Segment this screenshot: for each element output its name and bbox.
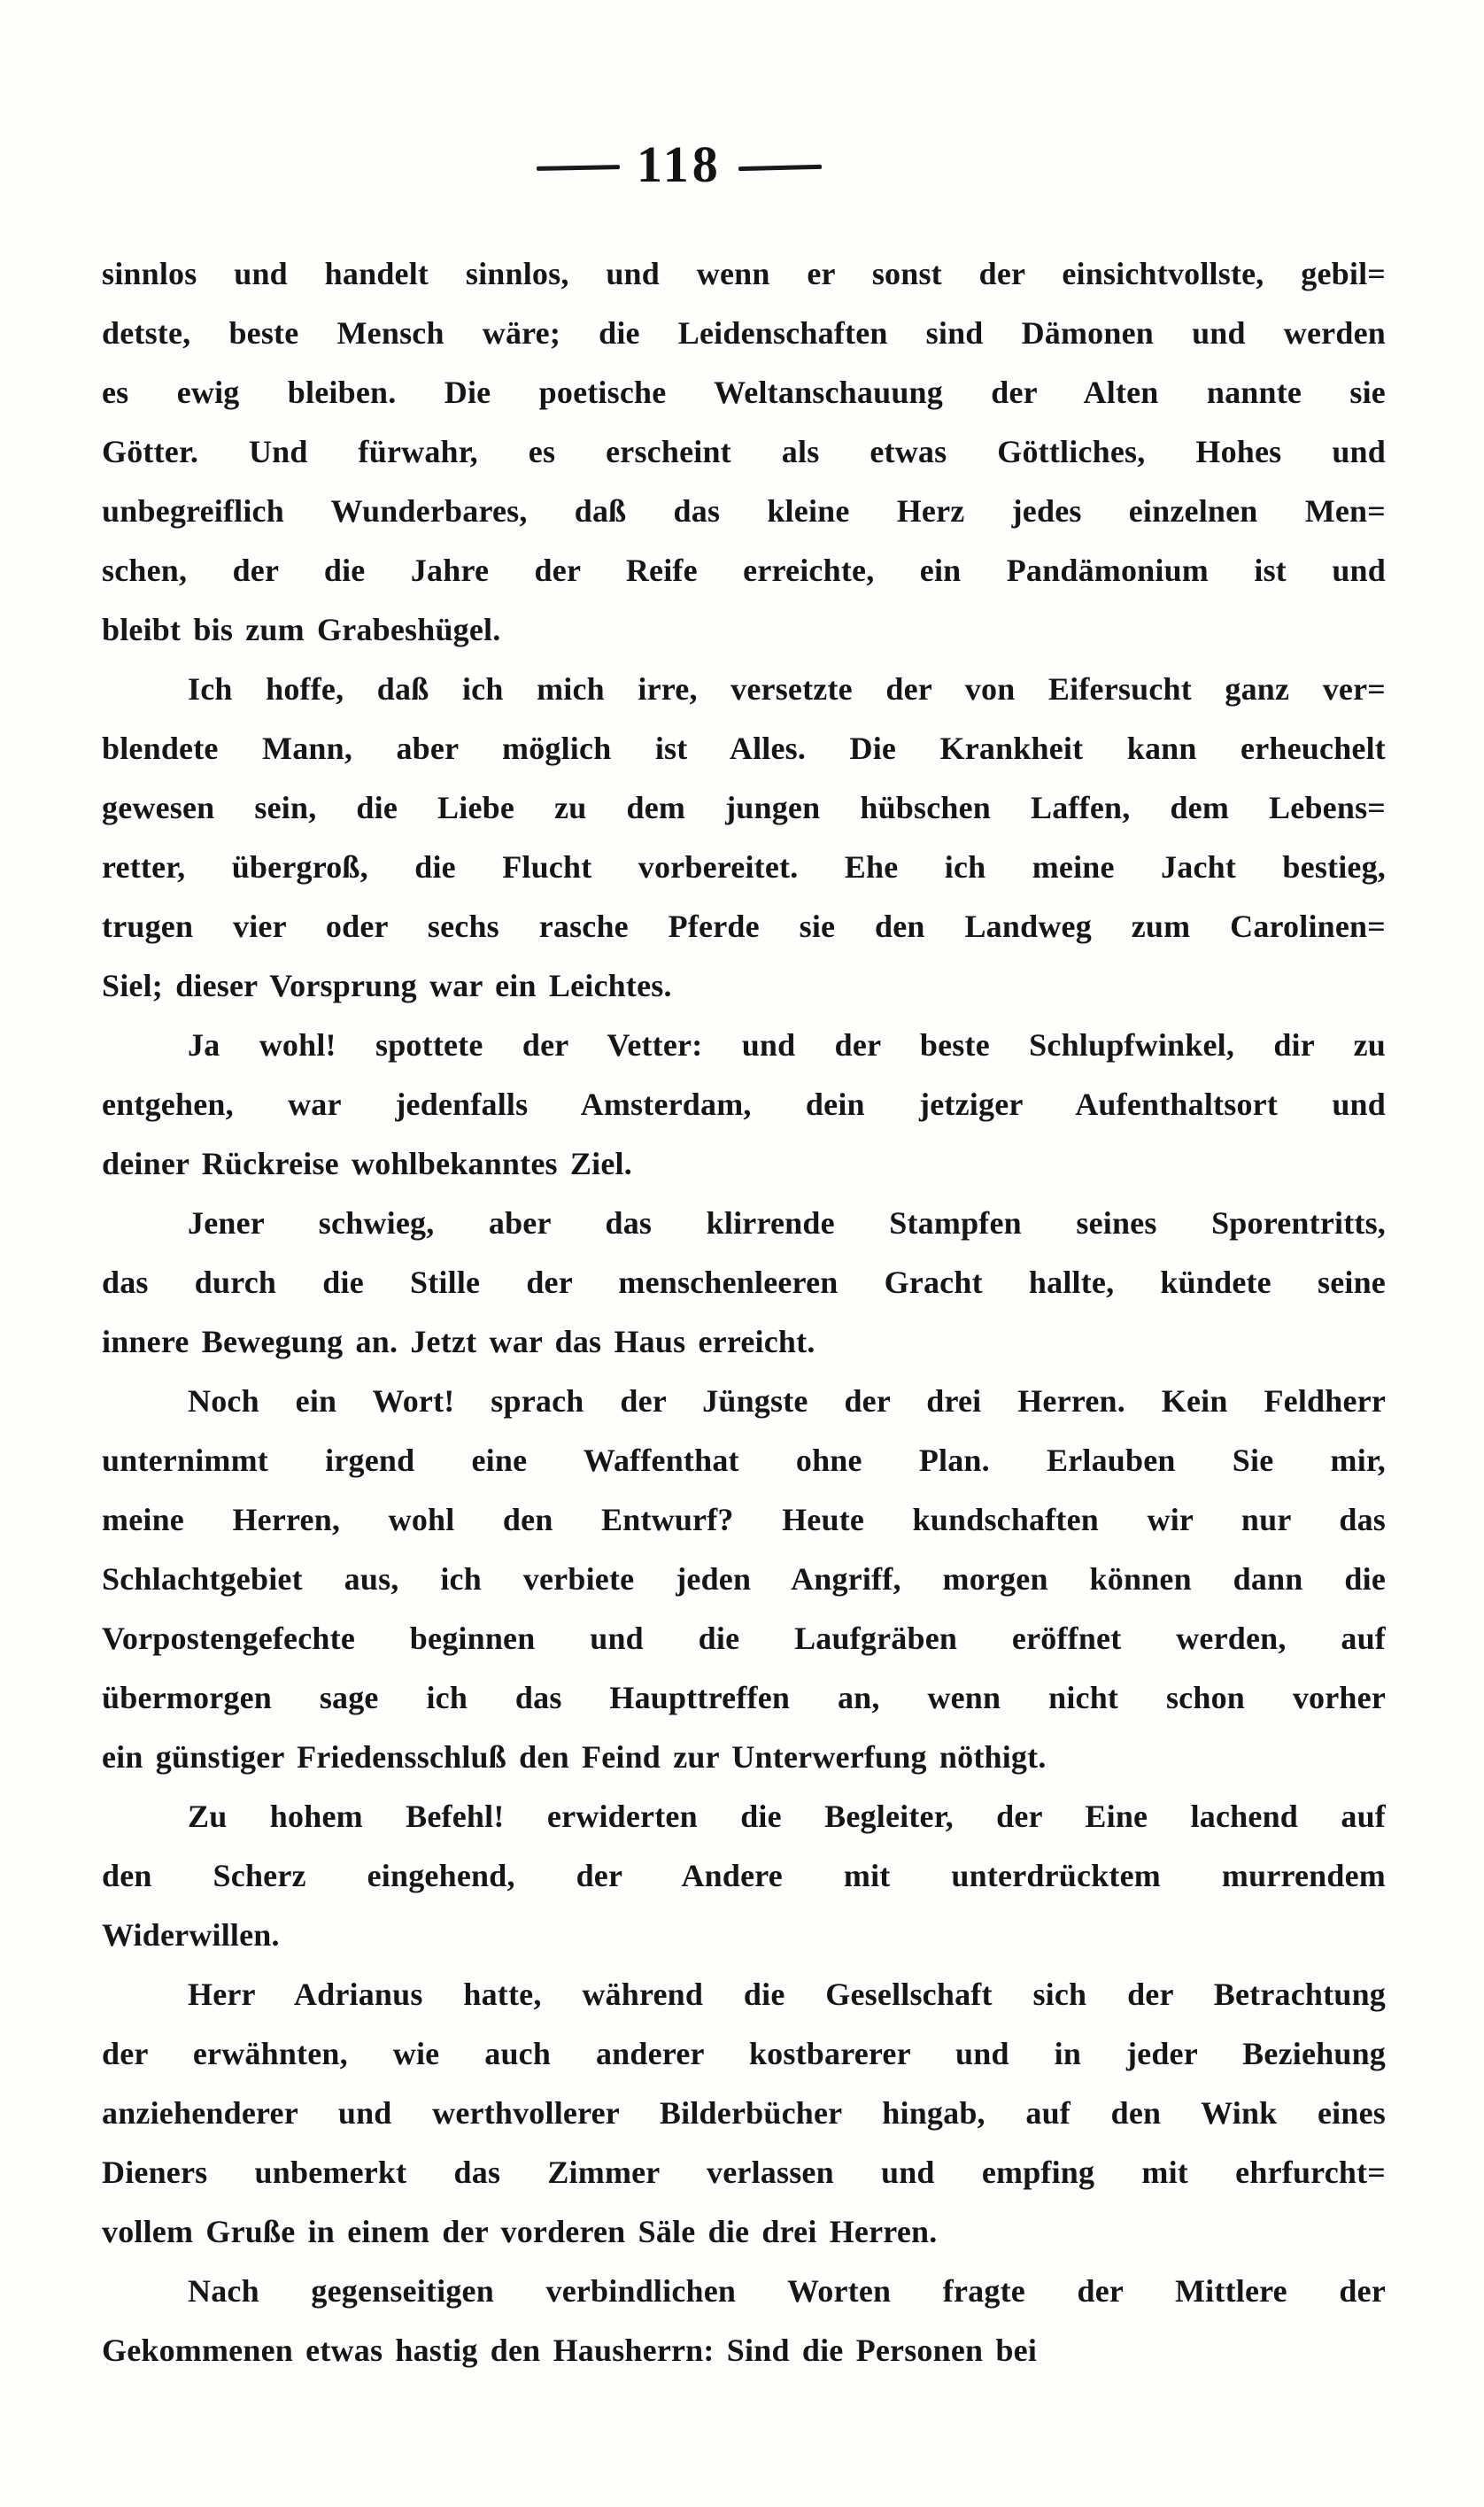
text-line: schen, der die Jahre der Reife erreichte, ein Pandämonium ist und bbox=[102, 553, 1386, 588]
text-line: es ewig bleiben. Die poetische Weltanschauung der Alten nannte sie bbox=[102, 375, 1386, 410]
text-line: Ja wohl! spottete der Vetter: und der beste Schlupfwinkel, dir zu bbox=[188, 1027, 1386, 1063]
page-text bbox=[102, 244, 1386, 2380]
text-line: bleibt bis zum Grabeshügel. bbox=[102, 612, 501, 647]
text-line: Vorpostengefechte beginnen und die Laufgräben eröffnet werden, auf bbox=[102, 1621, 1386, 1656]
text-line: meine Herren, wohl den Entwurf? Heute kundschaften wir nur das bbox=[102, 1502, 1386, 1537]
text-line: Siel; dieser Vorsprung war ein Leichtes. bbox=[102, 968, 672, 1003]
text-line: Ich hoffe, daß ich mich irre, versetzte der von Eifersucht ganz ver= bbox=[188, 671, 1386, 707]
text-line: Götter. Und fürwahr, es erscheint als etwas Göttliches, Hohes und bbox=[102, 434, 1386, 469]
text-line: der erwähnten, wie auch anderer kostbarerer und in jeder Beziehung bbox=[102, 2036, 1386, 2071]
text-line: detste, beste Mensch wäre; die Leidenschaften sind Dämonen und werden bbox=[102, 315, 1386, 351]
text-line: den Scherz eingehend, der Andere mit unterdrücktem murrendem bbox=[102, 1858, 1386, 1893]
header-rule-left bbox=[537, 165, 620, 171]
text-line: Gekommenen etwas hastig den Hausherrn: Sind die Personen bei bbox=[102, 2333, 1038, 2368]
text-line: innere Bewegung an. Jetzt war das Haus erreicht. bbox=[102, 1324, 815, 1359]
text-line: deiner Rückreise wohlbekanntes Ziel. bbox=[102, 1146, 632, 1181]
text-line: Dieners unbemerkt das Zimmer verlassen und empfing mit ehrfurcht= bbox=[102, 2155, 1386, 2190]
page-header bbox=[537, 135, 822, 193]
text-line: trugen vier oder sechs rasche Pferde sie den Landweg zum Carolinen= bbox=[102, 909, 1386, 944]
text-line: retter, übergroß, die Flucht vorbereitet. Ehe ich meine Jacht bestieg, bbox=[102, 849, 1386, 885]
text-line: Nach gegenseitigen verbindlichen Worten fragte der Mittlere der bbox=[188, 2273, 1386, 2309]
text-line: entgehen, war jedenfalls Amsterdam, dein jetziger Aufenthaltsort und bbox=[102, 1087, 1386, 1122]
header-rule-right bbox=[738, 164, 822, 170]
text-line: Herr Adrianus hatte, während die Gesellschaft sich der Betrachtung bbox=[188, 1977, 1386, 2012]
text-line: unbegreiflich Wunderbares, daß das kleine Herz jedes einzelnen Men= bbox=[102, 493, 1386, 529]
text-line: unternimmt irgend eine Waffenthat ohne Plan. Erlauben Sie mir, bbox=[102, 1443, 1386, 1478]
text-line: anziehenderer und werthvollerer Bilderbücher hingab, auf den Wink eines bbox=[102, 2095, 1386, 2131]
text-line: Schlachtgebiet aus, ich verbiete jeden Angriff, morgen können dann die bbox=[102, 1561, 1386, 1597]
text-line: übermorgen sage ich das Haupttreffen an, wenn nicht schon vorher bbox=[102, 1680, 1386, 1715]
text-line: ein günstiger Friedensschluß den Feind zur Unterwerfung nöthigt. bbox=[102, 1739, 1047, 1775]
text-line: Widerwillen. bbox=[102, 1917, 280, 1953]
text-line: Noch ein Wort! sprach der Jüngste der drei Herren. Kein Feldherr bbox=[188, 1383, 1386, 1419]
text-line: sinnlos und handelt sinnlos, und wenn er sonst der einsichtvollste, gebil= bbox=[102, 256, 1386, 291]
page-number: 118 bbox=[637, 135, 722, 193]
text-line: Jener schwieg, aber das klirrende Stampfen seines Sporentritts, bbox=[188, 1205, 1386, 1241]
text-line: blendete Mann, aber möglich ist Alles. Die Krankheit kann erheuchelt bbox=[102, 731, 1386, 766]
text-line: Zu hohem Befehl! erwiderten die Begleiter, der Eine lachend auf bbox=[188, 1799, 1386, 1834]
text-line: das durch die Stille der menschenleeren Gracht hallte, kündete seine bbox=[102, 1265, 1386, 1300]
text-line: vollem Gruße in einem der vorderen Säle die drei Herren. bbox=[102, 2214, 938, 2249]
text-line: gewesen sein, die Liebe zu dem jungen hübschen Laffen, dem Lebens= bbox=[102, 790, 1386, 825]
